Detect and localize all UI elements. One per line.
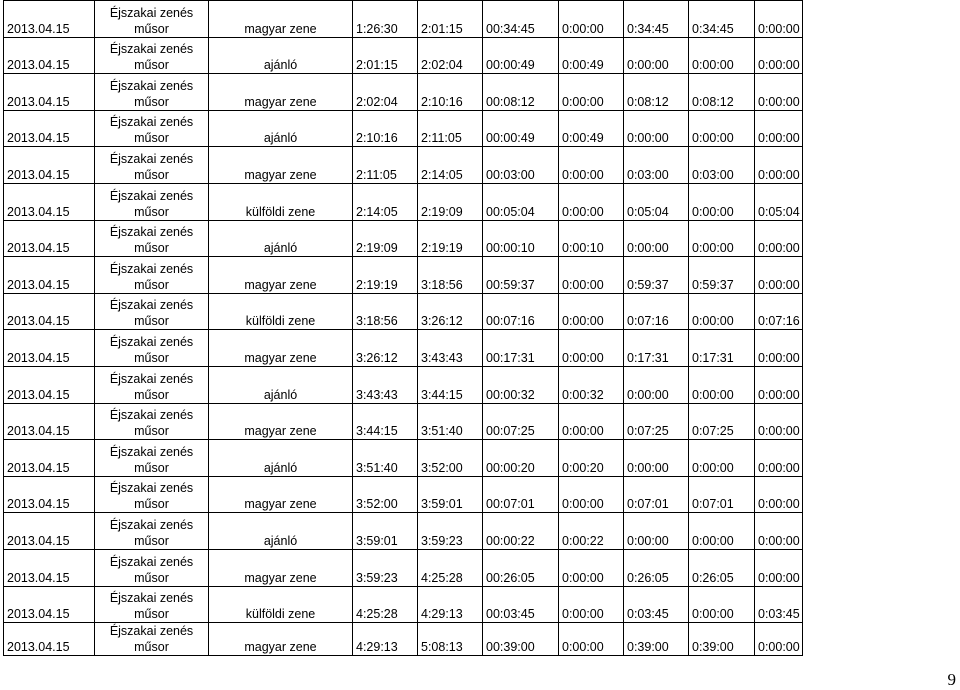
value-cell-4: 0:00:00 xyxy=(755,623,803,656)
date-cell: 2013.04.15 xyxy=(4,330,95,367)
program-cell xyxy=(95,403,209,440)
category-cell: magyar zene xyxy=(209,403,353,440)
end-time-cell: 3:44:15 xyxy=(418,366,483,403)
value-cell-1: 0:00:49 xyxy=(559,37,624,74)
date-cell: 2013.04.15 xyxy=(4,147,95,184)
table-row xyxy=(4,330,803,367)
program-line-1: Éjszakai zenés xyxy=(109,591,194,606)
start-time-cell: 3:18:56 xyxy=(353,293,418,330)
table-row xyxy=(4,293,803,330)
end-time-cell: 3:26:12 xyxy=(418,293,483,330)
end-time-cell: 3:59:01 xyxy=(418,476,483,513)
end-time-cell: 2:01:15 xyxy=(418,1,483,38)
program-line-1: Éjszakai zenés xyxy=(109,334,194,349)
date-cell: 2013.04.15 xyxy=(4,37,95,74)
value-cell-2: 0:07:16 xyxy=(624,293,689,330)
program-line-1: Éjszakai zenés xyxy=(109,42,194,57)
value-cell-3: 0:00:00 xyxy=(689,220,755,257)
broadcast-log-table xyxy=(3,0,803,656)
program-cell xyxy=(95,1,209,38)
value-cell-3: 0:00:00 xyxy=(689,586,755,623)
table-row xyxy=(4,147,803,184)
value-cell-3: 0:00:00 xyxy=(689,110,755,147)
value-cell-2: 0:03:45 xyxy=(624,586,689,623)
value-cell-3: 0:59:37 xyxy=(689,257,755,294)
end-time-cell: 3:59:23 xyxy=(418,513,483,550)
date-cell: 2013.04.15 xyxy=(4,257,95,294)
value-cell-3: 0:03:00 xyxy=(689,147,755,184)
program-line-2: műsor xyxy=(134,570,169,585)
program-line-1: Éjszakai zenés xyxy=(109,481,194,496)
start-time-cell: 2:14:05 xyxy=(353,183,418,220)
value-cell-3: 0:39:00 xyxy=(689,623,755,656)
start-time-cell: 4:25:28 xyxy=(353,586,418,623)
date-cell: 2013.04.15 xyxy=(4,1,95,38)
date-cell: 2013.04.15 xyxy=(4,220,95,257)
end-time-cell: 3:52:00 xyxy=(418,440,483,477)
duration-cell: 00:03:00 xyxy=(483,147,559,184)
value-cell-2: 0:03:00 xyxy=(624,147,689,184)
value-cell-2: 0:05:04 xyxy=(624,183,689,220)
program-line-2: műsor xyxy=(134,350,169,365)
value-cell-2: 0:07:25 xyxy=(624,403,689,440)
duration-cell: 00:07:25 xyxy=(483,403,559,440)
duration-cell: 00:26:05 xyxy=(483,549,559,586)
start-time-cell: 3:59:01 xyxy=(353,513,418,550)
value-cell-3: 0:00:00 xyxy=(689,366,755,403)
category-cell: külföldi zene xyxy=(209,293,353,330)
program-cell xyxy=(95,147,209,184)
category-cell: magyar zene xyxy=(209,1,353,38)
category-cell: ajánló xyxy=(209,37,353,74)
date-cell: 2013.04.15 xyxy=(4,110,95,147)
value-cell-4: 0:00:00 xyxy=(755,1,803,38)
program-line-1: Éjszakai zenés xyxy=(109,444,194,459)
value-cell-3: 0:00:00 xyxy=(689,37,755,74)
category-cell: magyar zene xyxy=(209,330,353,367)
program-cell xyxy=(95,110,209,147)
program-line-2: műsor xyxy=(134,387,169,402)
duration-cell: 00:17:31 xyxy=(483,330,559,367)
category-cell: ajánló xyxy=(209,220,353,257)
value-cell-2: 0:59:37 xyxy=(624,257,689,294)
value-cell-2: 0:08:12 xyxy=(624,74,689,111)
duration-cell: 00:00:49 xyxy=(483,110,559,147)
value-cell-3: 0:00:00 xyxy=(689,293,755,330)
value-cell-1: 0:00:00 xyxy=(559,183,624,220)
program-cell xyxy=(95,476,209,513)
table-row xyxy=(4,476,803,513)
duration-cell: 00:00:10 xyxy=(483,220,559,257)
value-cell-1: 0:00:00 xyxy=(559,549,624,586)
duration-cell: 00:00:32 xyxy=(483,366,559,403)
program-line-2: műsor xyxy=(134,277,169,292)
value-cell-4: 0:00:00 xyxy=(755,74,803,111)
category-cell: magyar zene xyxy=(209,257,353,294)
table-row xyxy=(4,257,803,294)
start-time-cell: 2:10:16 xyxy=(353,110,418,147)
program-cell xyxy=(95,549,209,586)
value-cell-1: 0:00:00 xyxy=(559,403,624,440)
program-line-2: műsor xyxy=(134,640,169,655)
value-cell-2: 0:34:45 xyxy=(624,1,689,38)
program-cell xyxy=(95,257,209,294)
program-cell xyxy=(95,623,209,656)
end-time-cell: 2:14:05 xyxy=(418,147,483,184)
end-time-cell: 3:51:40 xyxy=(418,403,483,440)
table-row xyxy=(4,183,803,220)
category-cell: magyar zene xyxy=(209,74,353,111)
program-cell xyxy=(95,74,209,111)
program-line-2: műsor xyxy=(134,21,169,36)
program-line-2: műsor xyxy=(134,94,169,109)
program-line-1: Éjszakai zenés xyxy=(109,188,194,203)
value-cell-4: 0:07:16 xyxy=(755,293,803,330)
category-cell: ajánló xyxy=(209,440,353,477)
value-cell-3: 0:00:00 xyxy=(689,440,755,477)
value-cell-4: 0:00:00 xyxy=(755,147,803,184)
table-row xyxy=(4,440,803,477)
program-cell xyxy=(95,220,209,257)
date-cell: 2013.04.15 xyxy=(4,586,95,623)
start-time-cell: 3:52:00 xyxy=(353,476,418,513)
value-cell-2: 0:17:31 xyxy=(624,330,689,367)
value-cell-1: 0:00:00 xyxy=(559,1,624,38)
value-cell-1: 0:00:22 xyxy=(559,513,624,550)
table-row xyxy=(4,513,803,550)
value-cell-1: 0:00:10 xyxy=(559,220,624,257)
table-row xyxy=(4,37,803,74)
table-row xyxy=(4,403,803,440)
start-time-cell: 3:26:12 xyxy=(353,330,418,367)
start-time-cell: 3:43:43 xyxy=(353,366,418,403)
date-cell: 2013.04.15 xyxy=(4,403,95,440)
date-cell: 2013.04.15 xyxy=(4,183,95,220)
duration-cell: 00:34:45 xyxy=(483,1,559,38)
table-row xyxy=(4,366,803,403)
start-time-cell: 3:51:40 xyxy=(353,440,418,477)
program-cell xyxy=(95,513,209,550)
value-cell-1: 0:00:00 xyxy=(559,623,624,656)
program-line-2: műsor xyxy=(134,533,169,548)
duration-cell: 00:39:00 xyxy=(483,623,559,656)
value-cell-3: 0:00:00 xyxy=(689,183,755,220)
program-line-1: Éjszakai zenés xyxy=(109,151,194,166)
value-cell-1: 0:00:20 xyxy=(559,440,624,477)
value-cell-3: 0:07:01 xyxy=(689,476,755,513)
category-cell: magyar zene xyxy=(209,549,353,586)
value-cell-3: 0:34:45 xyxy=(689,1,755,38)
value-cell-4: 0:03:45 xyxy=(755,586,803,623)
category-cell: ajánló xyxy=(209,110,353,147)
value-cell-1: 0:00:00 xyxy=(559,586,624,623)
value-cell-4: 0:00:00 xyxy=(755,330,803,367)
value-cell-4: 0:00:00 xyxy=(755,257,803,294)
value-cell-1: 0:00:00 xyxy=(559,257,624,294)
value-cell-2: 0:07:01 xyxy=(624,476,689,513)
table-row xyxy=(4,586,803,623)
duration-cell: 00:00:22 xyxy=(483,513,559,550)
date-cell: 2013.04.15 xyxy=(4,293,95,330)
start-time-cell: 2:11:05 xyxy=(353,147,418,184)
value-cell-1: 0:00:00 xyxy=(559,330,624,367)
end-time-cell: 2:10:16 xyxy=(418,74,483,111)
end-time-cell: 4:29:13 xyxy=(418,586,483,623)
table-row xyxy=(4,220,803,257)
program-line-2: műsor xyxy=(134,497,169,512)
duration-cell: 00:07:01 xyxy=(483,476,559,513)
start-time-cell: 2:02:04 xyxy=(353,74,418,111)
value-cell-1: 0:00:00 xyxy=(559,476,624,513)
table-row xyxy=(4,623,803,656)
start-time-cell: 2:01:15 xyxy=(353,37,418,74)
program-line-2: műsor xyxy=(134,424,169,439)
program-line-2: műsor xyxy=(134,314,169,329)
program-cell xyxy=(95,183,209,220)
end-time-cell: 3:18:56 xyxy=(418,257,483,294)
program-line-1: Éjszakai zenés xyxy=(109,115,194,130)
program-line-2: műsor xyxy=(134,58,169,73)
start-time-cell: 3:59:23 xyxy=(353,549,418,586)
value-cell-1: 0:00:49 xyxy=(559,110,624,147)
program-line-1: Éjszakai zenés xyxy=(109,554,194,569)
category-cell: ajánló xyxy=(209,366,353,403)
value-cell-2: 0:00:00 xyxy=(624,110,689,147)
value-cell-4: 0:00:00 xyxy=(755,549,803,586)
end-time-cell: 2:02:04 xyxy=(418,37,483,74)
end-time-cell: 5:08:13 xyxy=(418,623,483,656)
value-cell-2: 0:00:00 xyxy=(624,366,689,403)
duration-cell: 00:59:37 xyxy=(483,257,559,294)
program-cell xyxy=(95,37,209,74)
value-cell-3: 0:17:31 xyxy=(689,330,755,367)
date-cell: 2013.04.15 xyxy=(4,366,95,403)
program-line-2: műsor xyxy=(134,204,169,219)
program-line-1: Éjszakai zenés xyxy=(109,225,194,240)
program-line-1: Éjszakai zenés xyxy=(109,408,194,423)
value-cell-4: 0:00:00 xyxy=(755,476,803,513)
program-cell xyxy=(95,586,209,623)
table-row xyxy=(4,549,803,586)
value-cell-4: 0:00:00 xyxy=(755,37,803,74)
date-cell: 2013.04.15 xyxy=(4,440,95,477)
program-cell xyxy=(95,293,209,330)
table-body xyxy=(4,1,803,656)
value-cell-4: 0:00:00 xyxy=(755,220,803,257)
date-cell: 2013.04.15 xyxy=(4,513,95,550)
category-cell: magyar zene xyxy=(209,476,353,513)
value-cell-2: 0:00:00 xyxy=(624,37,689,74)
value-cell-3: 0:00:00 xyxy=(689,513,755,550)
program-line-1: Éjszakai zenés xyxy=(109,371,194,386)
start-time-cell: 4:29:13 xyxy=(353,623,418,656)
page-number: 9 xyxy=(947,670,956,689)
start-time-cell: 3:44:15 xyxy=(353,403,418,440)
end-time-cell: 3:43:43 xyxy=(418,330,483,367)
date-cell: 2013.04.15 xyxy=(4,623,95,656)
value-cell-4: 0:00:00 xyxy=(755,403,803,440)
category-cell: ajánló xyxy=(209,513,353,550)
program-line-2: műsor xyxy=(134,607,169,622)
category-cell: külföldi zene xyxy=(209,586,353,623)
end-time-cell: 2:11:05 xyxy=(418,110,483,147)
program-line-1: Éjszakai zenés xyxy=(109,5,194,20)
date-cell: 2013.04.15 xyxy=(4,74,95,111)
program-line-2: műsor xyxy=(134,241,169,256)
value-cell-1: 0:00:00 xyxy=(559,147,624,184)
value-cell-3: 0:26:05 xyxy=(689,549,755,586)
program-line-1: Éjszakai zenés xyxy=(109,261,194,276)
duration-cell: 00:05:04 xyxy=(483,183,559,220)
duration-cell: 00:00:49 xyxy=(483,37,559,74)
value-cell-3: 0:08:12 xyxy=(689,74,755,111)
program-cell xyxy=(95,366,209,403)
value-cell-4: 0:00:00 xyxy=(755,110,803,147)
value-cell-3: 0:07:25 xyxy=(689,403,755,440)
program-line-1: Éjszakai zenés xyxy=(109,78,194,93)
value-cell-2: 0:26:05 xyxy=(624,549,689,586)
value-cell-2: 0:00:00 xyxy=(624,513,689,550)
program-line-2: műsor xyxy=(134,167,169,182)
duration-cell: 00:08:12 xyxy=(483,74,559,111)
date-cell: 2013.04.15 xyxy=(4,549,95,586)
table-row xyxy=(4,1,803,38)
category-cell: külföldi zene xyxy=(209,183,353,220)
program-cell xyxy=(95,330,209,367)
category-cell: magyar zene xyxy=(209,147,353,184)
start-time-cell: 1:26:30 xyxy=(353,1,418,38)
value-cell-2: 0:39:00 xyxy=(624,623,689,656)
end-time-cell: 2:19:09 xyxy=(418,183,483,220)
value-cell-4: 0:05:04 xyxy=(755,183,803,220)
start-time-cell: 2:19:09 xyxy=(353,220,418,257)
end-time-cell: 4:25:28 xyxy=(418,549,483,586)
category-cell: magyar zene xyxy=(209,623,353,656)
value-cell-1: 0:00:00 xyxy=(559,293,624,330)
value-cell-4: 0:00:00 xyxy=(755,366,803,403)
program-line-2: műsor xyxy=(134,131,169,146)
date-cell: 2013.04.15 xyxy=(4,476,95,513)
table-row xyxy=(4,110,803,147)
program-cell xyxy=(95,440,209,477)
program-line-1: Éjszakai zenés xyxy=(109,624,194,639)
duration-cell: 00:07:16 xyxy=(483,293,559,330)
value-cell-1: 0:00:32 xyxy=(559,366,624,403)
start-time-cell: 2:19:19 xyxy=(353,257,418,294)
value-cell-4: 0:00:00 xyxy=(755,513,803,550)
value-cell-2: 0:00:00 xyxy=(624,220,689,257)
value-cell-2: 0:00:00 xyxy=(624,440,689,477)
program-line-1: Éjszakai zenés xyxy=(109,298,194,313)
program-line-1: Éjszakai zenés xyxy=(109,517,194,532)
duration-cell: 00:00:20 xyxy=(483,440,559,477)
program-line-2: műsor xyxy=(134,460,169,475)
table-row xyxy=(4,74,803,111)
value-cell-1: 0:00:00 xyxy=(559,74,624,111)
end-time-cell: 2:19:19 xyxy=(418,220,483,257)
duration-cell: 00:03:45 xyxy=(483,586,559,623)
value-cell-4: 0:00:00 xyxy=(755,440,803,477)
